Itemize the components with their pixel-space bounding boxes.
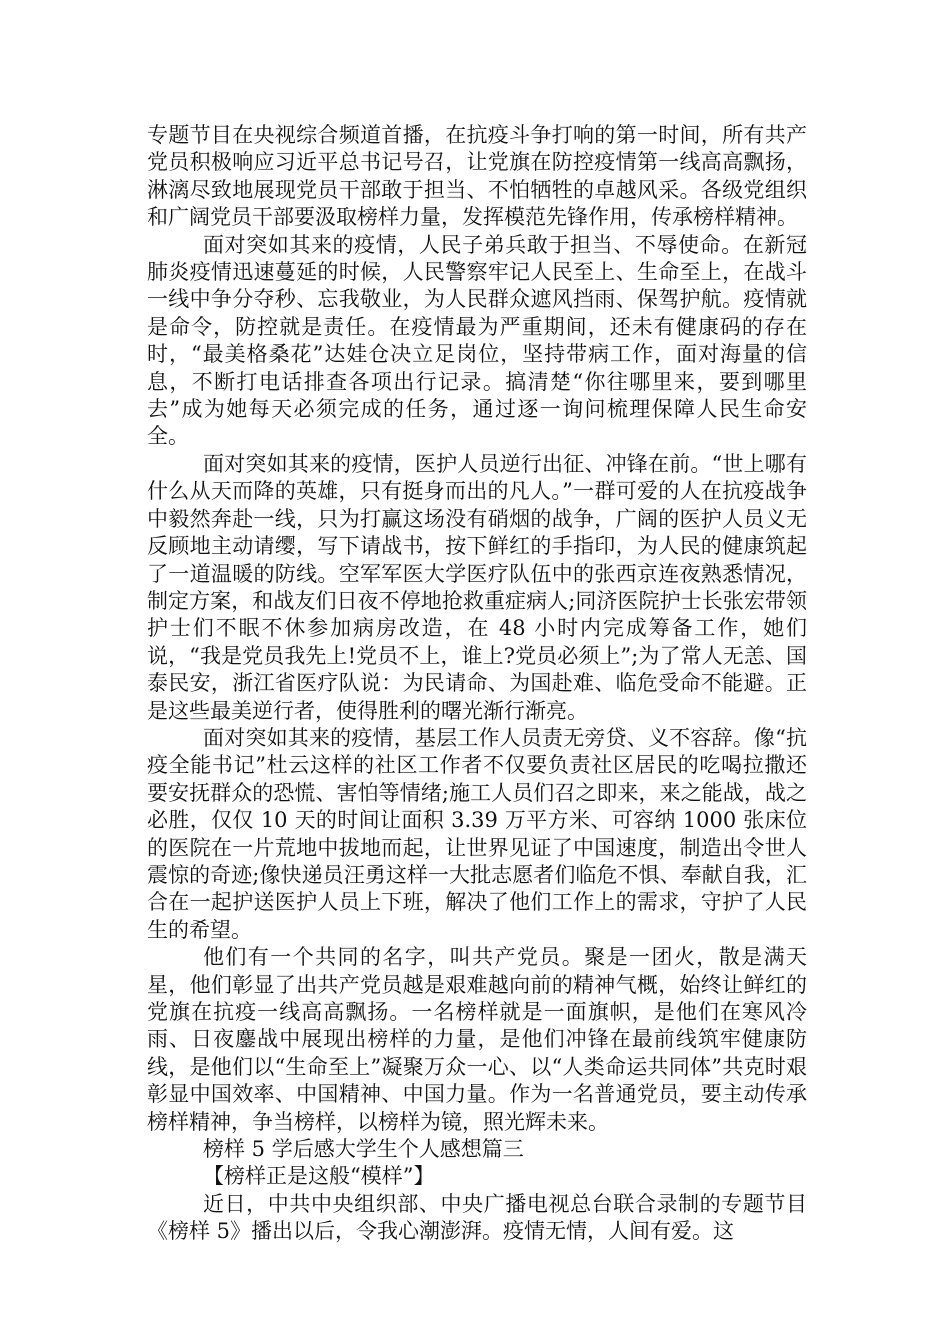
document-page bbox=[147, 122, 807, 1246]
paragraph-intro: 专题节目在央视综合频道首播，在抗疫斗争打响的第一时间，所有共产党员积极响应习近平总书记号召，让党旗在防控疫情第一线高高飘扬，淋漓尽致地展现党员干部敢于担当、不怕牺牲的卓越风采。各级党组织和广阔党员干部要汲取榜样力量，发挥模范先锋作用，传承榜样精神。 bbox=[147, 123, 807, 230]
section-subtitle: 【榜样正是这般“模样”】 bbox=[203, 1164, 435, 1189]
section-title: 榜样 5 学后感大学生个人感想篇三 bbox=[203, 1137, 524, 1162]
paragraph-soldiers: 面对突如其来的疫情，人民子弟兵敢于担当、不辱使命。在新冠肺炎疫情迅速蔓延的时候，人民警察牢记人民至上、生命至上，在战斗一线中争分夺秒、忘我敬业，为人民群众遮风挡雨、保驾护航。疫情就是命令，防控就是责任。在疫情最为严重期间，还未有健康码的存在时，“最美格桑花”达娃仓决立足岗位，坚持带病工作，面对海量的信息，不断打电话排查各项出行记录。搞清楚“你往哪里来，要到哪里去”成为她每天必须完成的任务，通过逐一询问梳理保障人民生命安全。 bbox=[147, 232, 807, 449]
paragraph-grassroots: 面对突如其来的疫情，基层工作人员责无旁贷、义不容辞。像“抗疫全能书记”杜云这样的社区工作者不仅要负责社区居民的吃喝拉撒还要安抚群众的恐慌、害怕等情绪;施工人员们召之即来，来之能战，战之必胜，仅仅 10 天的时间让面积 3.39 万平方米、可容纳 1000 张床位的医院在一片荒地中拔地而起，让世界见证了中国速度，制造出令世人震惊的奇迹;像快递员汪勇这样一大批志愿者们临危不惧、奉献自我，汇合在一起护送医护人员上下班，解决了他们工作上的需求，守护了人民生的希望。 bbox=[147, 725, 807, 942]
paragraph-closing: 近日，中共中央组织部、中央广播电视总台联合录制的专题节目《榜样 5》播出以后，令我心潮澎湃。疫情无情，人间有爱。这 bbox=[147, 1191, 807, 1244]
paragraph-medical-staff: 面对突如其来的疫情，医护人员逆行出征、冲锋在前。“世上哪有什么从天而降的英雄，只有挺身而出的凡人。”一群可爱的人在抗疫战争中毅然奔赴一线，只为打赢这场没有硝烟的战争，广阔的医护人员义无反顾地主动请缨，写下请战书，按下鲜红的手指印，为人民的健康筑起了一道温暖的防线。空军军医大学医疗队伍中的张西京连夜熟悉情况，制定方案，和战友们日夜不停地抢救重症病人;同济医院护士长张宏带领护士们不眠不休参加病房改造，在 48 小时内完成筹备工作，她们说，“我是党员我先上!党员不上，谁上?党员必须上”;为了常人无恙、国泰民安，浙江省医疗队说：为民请命、为国赴难、临危受命不能避。正是这些最美逆行者，使得胜利的曙光渐行渐亮。 bbox=[147, 451, 807, 723]
paragraph-party-members: 他们有一个共同的名字，叫共产党员。聚是一团火，散是满天星，他们彰显了出共产党员越是艰难越向前的精神气概，始终让鲜红的党旗在抗疫一线高高飘扬。一名榜样就是一面旗帜，是他们在寒风冷雨、日夜鏖战中展现出榜样的力量，是他们冲锋在最前线筑牢健康防线，是他们以“生命至上”凝聚万众一心、以“人类命运共同体”共克时艰彰显中国效率、中国精神、中国力量。作为一名普通党员，要主动传承榜样精神，争当榜样，以榜样为镜，照光辉未来。 bbox=[147, 945, 807, 1134]
